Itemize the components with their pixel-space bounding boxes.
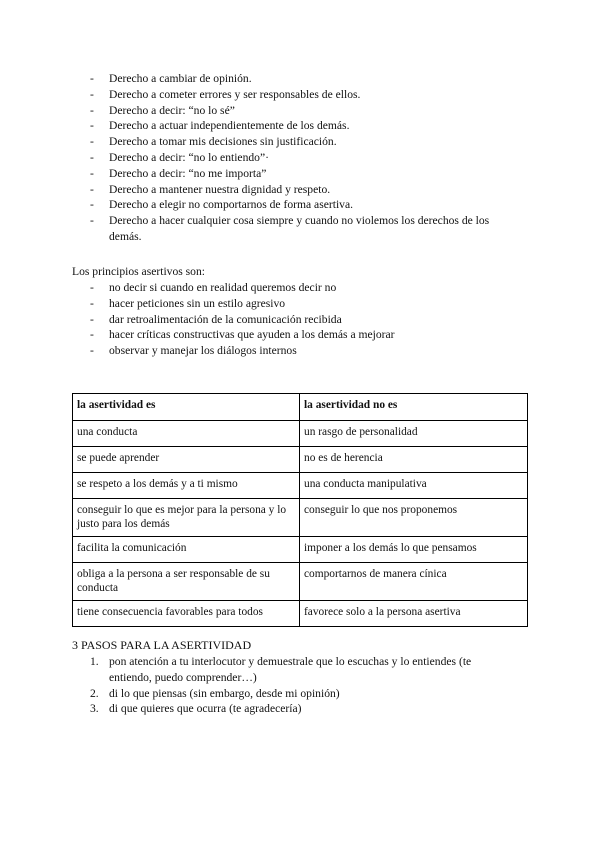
dash-bullet: -: [90, 103, 94, 117]
table-cell: se respeto a los demás y a ti mismo: [73, 473, 300, 499]
list-item: [90, 654, 510, 686]
list-item: [90, 312, 520, 328]
dash-bullet: -: [90, 214, 94, 228]
list-item-text: Derecho a decir: “no lo sé”: [109, 103, 235, 117]
list-item-text: dar retroalimentación de la comunicación recibida: [109, 312, 342, 326]
table-cell: un rasgo de personalidad: [300, 421, 528, 447]
table-cell: no es de herencia: [300, 447, 528, 473]
list-item: [90, 686, 510, 702]
list-item-text: Derecho a actuar independientemente de los demás.: [109, 119, 350, 133]
list-item: [90, 166, 520, 182]
principles-heading: Los principios asertivos son:: [72, 265, 205, 278]
dash-bullet: -: [90, 281, 94, 294]
table-row: [73, 601, 528, 627]
steps-list: [90, 654, 510, 717]
table-row: [73, 563, 528, 601]
list-item-text: Derecho a mantener nuestra dignidad y respeto.: [109, 182, 331, 196]
list-item-text: Derecho a hacer cualquier cosa siempre y cuando no violemos los derechos de los demás.: [109, 214, 490, 243]
dash-bullet: -: [90, 328, 94, 342]
list-item-text: Derecho a decir: “no lo entiendo”·: [109, 150, 269, 164]
table-cell: tiene consecuencia favorables para todos: [73, 601, 300, 627]
list-item: [90, 134, 520, 150]
assertiveness-table: [72, 393, 528, 627]
dash-bullet: -: [90, 166, 94, 180]
dash-bullet: -: [90, 72, 94, 85]
table-row: [73, 473, 528, 499]
list-item: [90, 87, 520, 103]
table-cell: se puede aprender: [73, 447, 300, 473]
rights-list: [90, 71, 520, 245]
table-row: [73, 499, 528, 537]
table-cell: una conducta: [73, 421, 300, 447]
step-number: 3.: [90, 702, 99, 716]
list-item: [90, 327, 520, 343]
table-cell: facilita la comunicación: [73, 537, 300, 563]
list-item: [90, 343, 520, 359]
list-item-text: hacer peticiones sin un estilo agresivo: [109, 296, 286, 310]
dash-bullet: -: [90, 135, 94, 149]
list-item-text: observar y manejar los diálogos internos: [109, 344, 297, 358]
list-item: [90, 71, 520, 87]
dash-bullet: -: [90, 182, 94, 196]
dash-bullet: -: [90, 344, 94, 358]
table-cell: obliga a la persona a ser responsable de su conducta: [73, 563, 300, 601]
list-item: [90, 213, 520, 245]
step-number: 1.: [90, 655, 99, 668]
table-header-cell: la asertividad no es: [300, 394, 528, 421]
steps-heading: 3 PASOS PARA LA ASERTIVIDAD: [72, 638, 252, 652]
dash-bullet: -: [90, 87, 94, 101]
table-cell: comportarnos de manera cínica: [300, 563, 528, 601]
table-header-row: [73, 394, 528, 421]
list-item: [90, 103, 520, 119]
dash-bullet: -: [90, 198, 94, 212]
table-cell: conseguir lo que es mejor para la persona y lo justo para los demás: [73, 499, 300, 537]
list-item: [90, 150, 520, 166]
dash-bullet: -: [90, 150, 94, 164]
list-item-text: pon atención a tu interlocutor y demuestrale que lo escuchas y lo entiendes (te entiendo, puedo comprender…): [109, 655, 472, 684]
list-item-text: di que quieres que ocurra (te agradecería): [109, 702, 302, 716]
list-item: [90, 296, 520, 312]
list-item: [90, 701, 510, 717]
dash-bullet: -: [90, 296, 94, 310]
list-item-text: Derecho a decir: “no me importa”: [109, 166, 267, 180]
list-item: [90, 118, 520, 134]
list-item-text: Derecho a cometer errores y ser responsables de ellos.: [109, 87, 361, 101]
table-header-cell: la asertividad es: [73, 394, 300, 421]
list-item: [90, 280, 520, 296]
principles-list: [90, 280, 520, 359]
table-row: [73, 421, 528, 447]
list-item-text: hacer críticas constructivas que ayuden a los demás a mejorar: [109, 328, 395, 342]
dash-bullet: -: [90, 119, 94, 133]
table-cell: imponer a los demás lo que pensamos: [300, 537, 528, 563]
list-item-text: no decir si cuando en realidad queremos decir no: [109, 281, 337, 294]
table-cell: favorece solo a la persona asertiva: [300, 601, 528, 627]
table-cell: una conducta manipulativa: [300, 473, 528, 499]
list-item: [90, 197, 520, 213]
list-item-text: Derecho a tomar mis decisiones sin justificación.: [109, 135, 337, 149]
table-cell: conseguir lo que nos proponemos: [300, 499, 528, 537]
list-item: [90, 182, 520, 198]
step-number: 2.: [90, 686, 99, 700]
list-item-text: Derecho a cambiar de opinión.: [109, 72, 252, 85]
list-item-text: Derecho a elegir no comportarnos de forma asertiva.: [109, 198, 354, 212]
table-row: [73, 537, 528, 563]
dash-bullet: -: [90, 312, 94, 326]
list-item-text: di lo que piensas (sin embargo, desde mi opinión): [109, 686, 340, 700]
table-row: [73, 447, 528, 473]
